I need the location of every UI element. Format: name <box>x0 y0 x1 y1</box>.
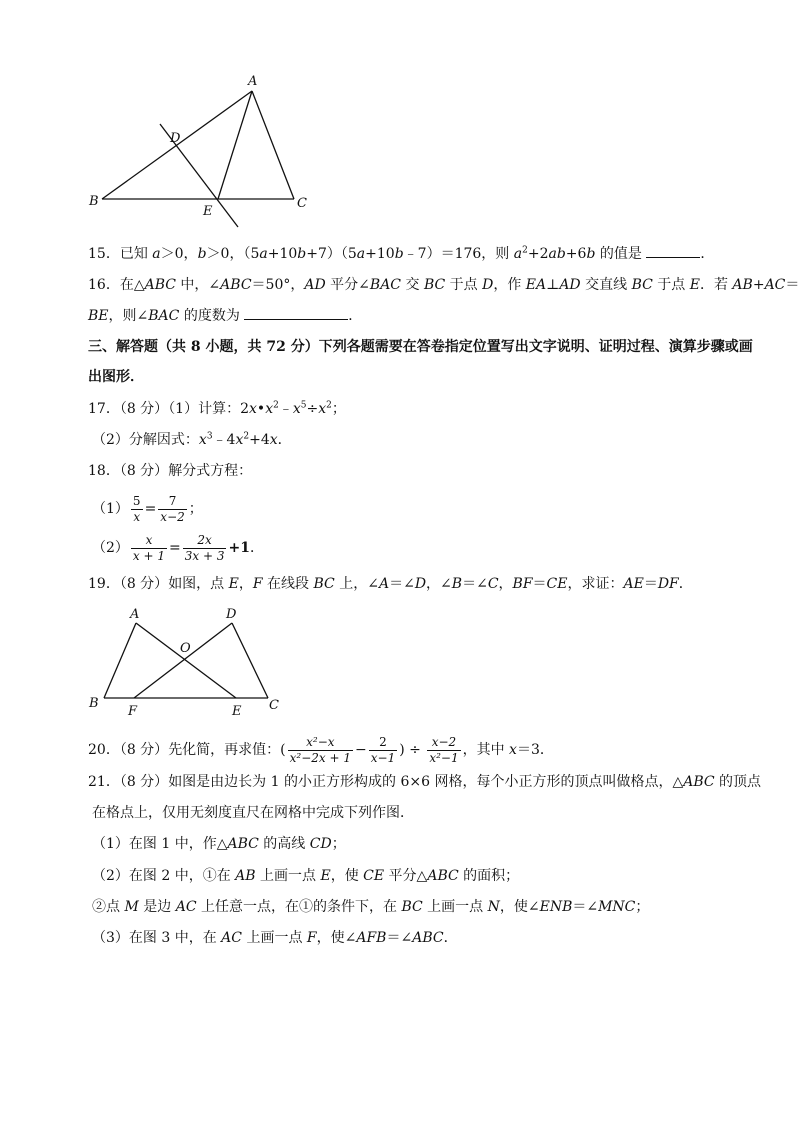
segment-ae <box>136 623 236 698</box>
fraction: $\frac{2x}{3x + 3}$ <box>184 532 225 563</box>
label-d: D <box>170 131 181 146</box>
question-21-line-1: 21．（8 分）如图是由边长为 1 的小正方形构成的 6×6 网格，每个小正方形的顶点叫做格点，△ABC 的顶点 <box>88 774 762 790</box>
question-19: 19．（8 分）如图，点 E，F 在线段 BC 上，∠A＝∠D，∠B＝∠C，BF＝CE，求证：AE＝DF． <box>88 576 693 592</box>
question-17-part-2: （2）分解因式：$x^3﹣4x^2+4x$． <box>92 431 292 448</box>
label-e: E <box>232 704 242 719</box>
question-16-line-1: 16．在△ABC 中，∠ABC＝50°，AD 平分∠BAC 交 BC 于点 D，作 EA⊥AD 交直线 BC 于点 E．若 AB+AC＝ <box>88 277 799 293</box>
question-15: 15．已知 a＞0，b＞0，（5a+10b+7）（5a+10b﹣7）＝176，则 $a^2+2ab+6b$ 的值是 ． <box>88 243 714 264</box>
label-c: C <box>269 698 279 713</box>
question-21-part-3: （3）在图 3 中，在 AC 上画一点 F，使∠AFB＝∠ABC． <box>92 930 458 946</box>
segment-ae <box>218 91 252 199</box>
question-21-part-2: （2）在图 2 中，①在 AB 上画一点 E，使 CE 平分△ABC 的面积； <box>92 868 520 884</box>
label-e: E <box>203 204 213 219</box>
question-18-part-1: （1） $\frac{5}{x}$ = $\frac{7}{x-2}$ ； <box>92 493 203 524</box>
question-20: 20．（8 分）先化简，再求值：( $\frac{\text{x²−x}}{\text{x²−2x + 1}}$ − $\frac{2}{x-1}$ ) ÷ $\frac{x-2}{\text{x²−1}}$ ，其中 x＝3． <box>88 734 554 765</box>
label-a: A <box>130 607 140 622</box>
question-21-line-2: 在格点上，仅用无刻度直尺在网格中完成下列作图． <box>92 805 414 821</box>
figure-2-crossing-triangles <box>84 600 294 720</box>
question-17-part-1: 17．（8 分）（1）计算：$2x•x^2﹣x^5\div x^2$； <box>88 400 346 417</box>
question-21-part-2b: ②点 M 是边 AC 上任意一点，在①的条件下，在 BC 上画一点 N，使∠ENB＝∠MNC； <box>92 899 650 915</box>
question-18-part-2: （2） $\frac{x}{x + 1}$ = $\frac{2x}{3x + 3}$ +1． <box>92 532 264 563</box>
answer-blank-16 <box>244 305 348 320</box>
label-b: B <box>89 194 99 209</box>
fraction: $\frac{7}{x-2}$ <box>160 493 185 524</box>
question-21-part-1: （1）在图 1 中，作△ABC 的高线 CD； <box>92 836 346 852</box>
segment-ba <box>104 623 136 698</box>
fraction: $\frac{\text{x²−x}}{\text{x²−2x + 1}}$ <box>289 734 352 765</box>
label-a: A <box>248 74 258 89</box>
segment-ac <box>252 91 294 199</box>
label-d: D <box>226 607 237 622</box>
label-b: B <box>89 696 99 711</box>
question-18: 18．（8 分）解分式方程： <box>88 463 253 479</box>
fraction: $\frac{x-2}{\text{x²−1}}$ <box>429 734 459 765</box>
figure-1-triangle <box>80 66 320 226</box>
label-o: O <box>180 641 191 656</box>
segment-dc <box>232 623 268 698</box>
fraction: $\frac{2}{x-1}$ <box>370 734 396 765</box>
fraction: $\frac{x}{x + 1}$ <box>132 532 166 563</box>
fraction: $\frac{5}{x}$ <box>132 493 141 524</box>
label-f: F <box>128 704 138 719</box>
question-16-line-2: BE，则∠BAC 的度数为 ． <box>88 305 362 326</box>
segment-df <box>134 623 232 698</box>
section-3-header: 三、解答题（共 8 小题，共 72 分）下列各题需要在答卷指定位置写出文字说明、证明过程、演算步骤或画 <box>88 339 753 355</box>
answer-blank-15 <box>646 243 700 258</box>
section-3-header-cont: 出图形． <box>88 369 144 385</box>
label-c: C <box>297 196 307 211</box>
